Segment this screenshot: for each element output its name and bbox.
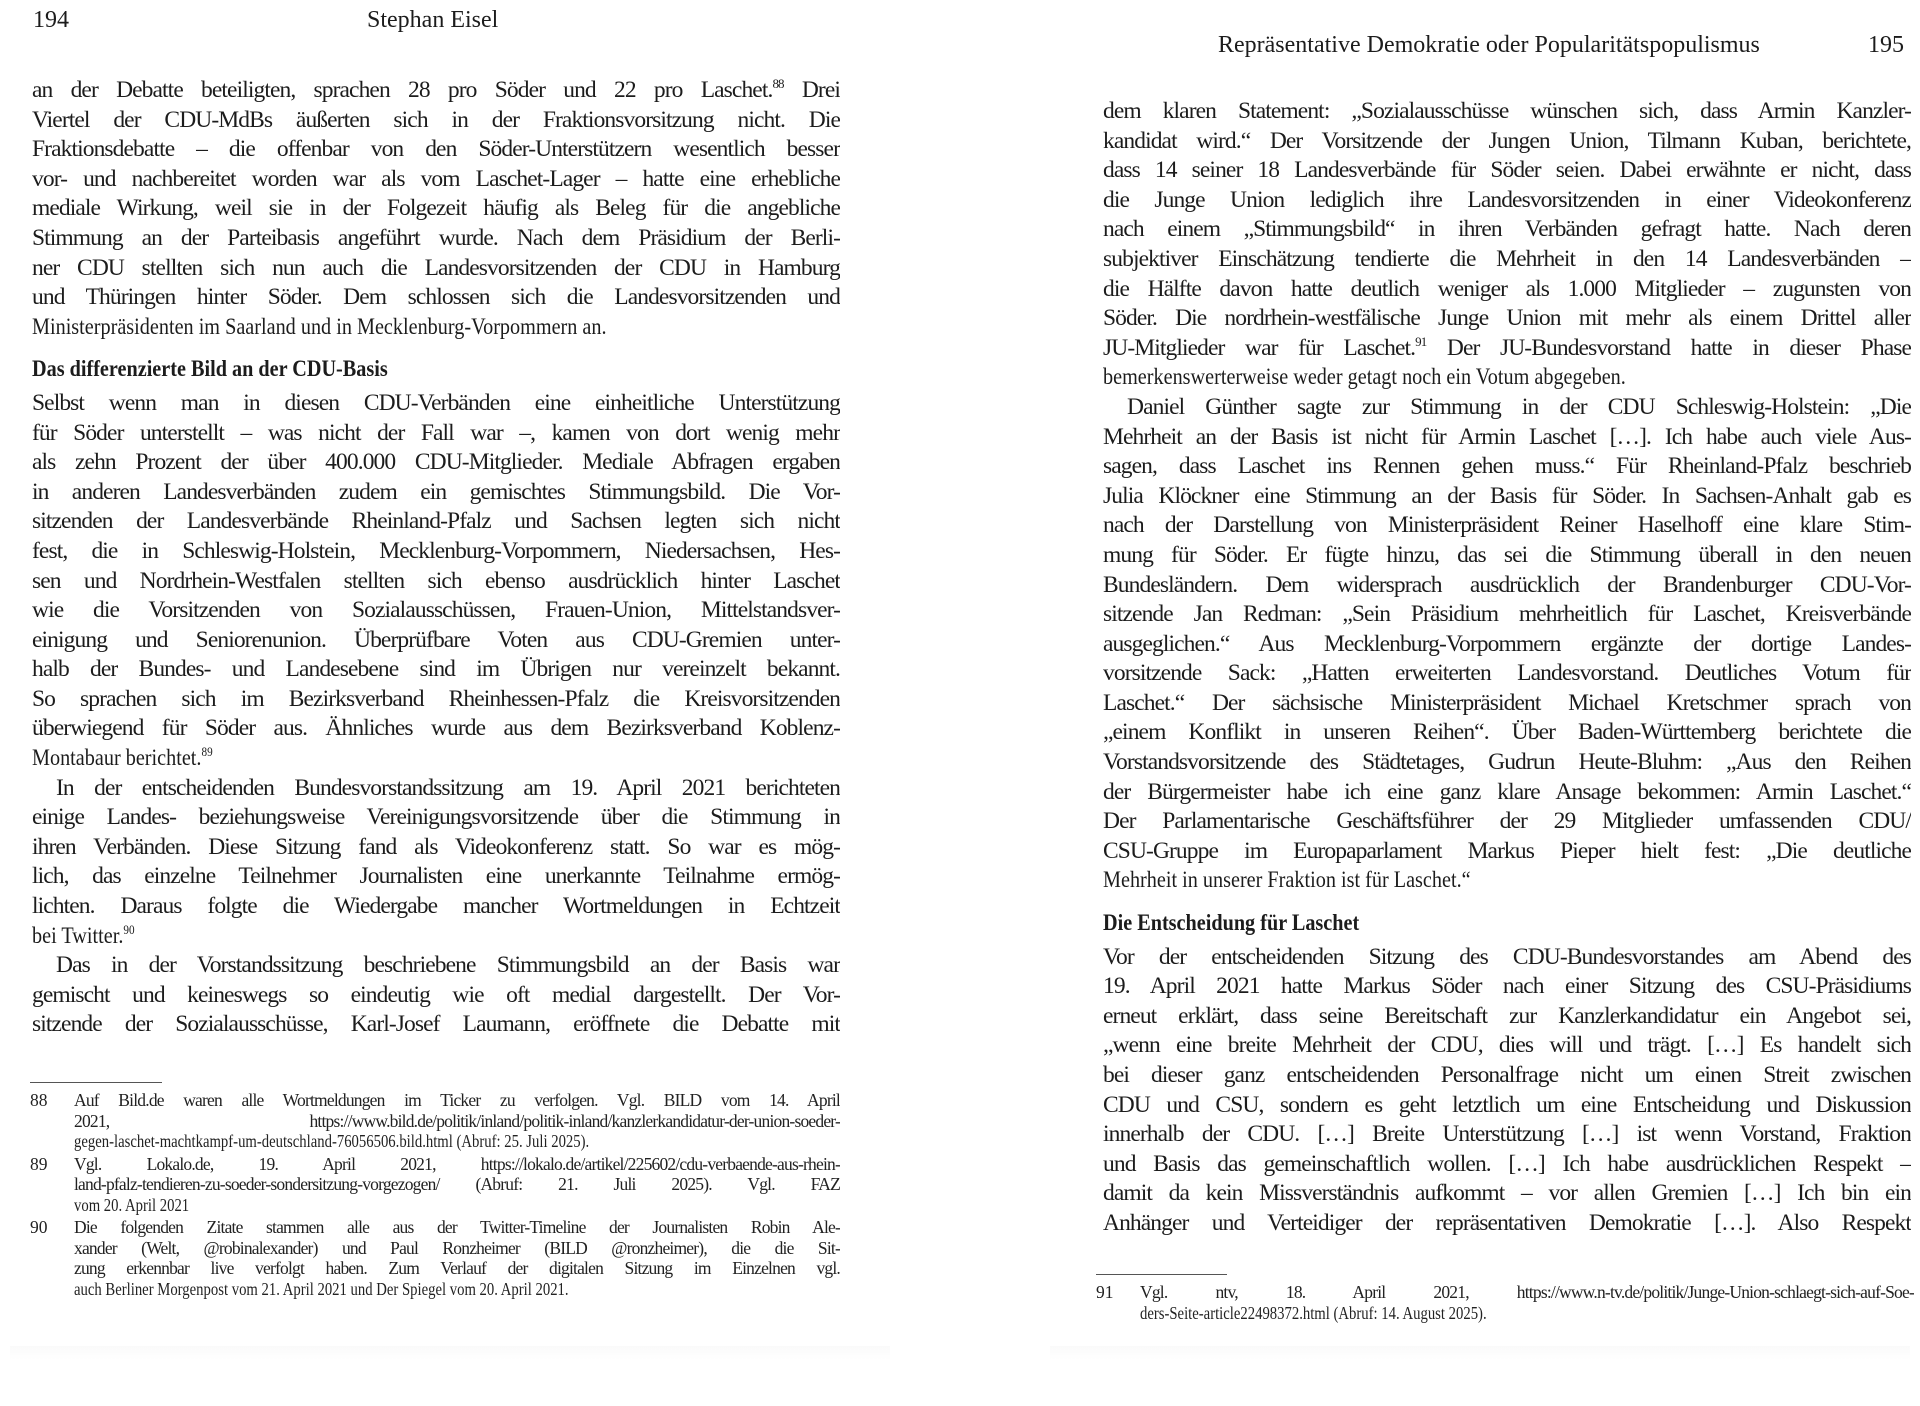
text-line <box>1103 718 1911 748</box>
text-line <box>32 194 840 224</box>
text-line <box>32 655 840 685</box>
line-text: einigung und Seniorenunion. Überprüfbare Voten aus CDU-Gremien unter- <box>32 626 840 653</box>
text-line <box>32 448 840 478</box>
section-gap <box>32 342 840 355</box>
line-text: So sprachen sich im Bezirksverband Rheinhessen-Pfalz die Kreisvorsitzenden <box>32 685 840 712</box>
footnote-line: Die folgenden Zitate stammen alle aus der Twitter-Timeline der Journalisten Robin Ale- <box>74 1217 840 1237</box>
section-heading: Die Entscheidung für Laschet <box>1103 910 1360 937</box>
footnote-line: zung erkennbar live verfolgt haben. Zum Verlauf der digitalen Sitzung im Einzelnen vgl. <box>74 1258 840 1278</box>
right-page <box>1040 0 1920 1406</box>
line-text: Vor der entscheidenden Sitzung des CDU-Bundesvorstandes am Abend des <box>1103 943 1911 970</box>
line-text: CSU-Gruppe im Europaparlament Markus Pieper hielt fest: „Die deutliche <box>1103 837 1911 864</box>
text-line <box>32 76 840 106</box>
text-line <box>32 774 840 804</box>
text-line <box>1103 807 1911 837</box>
footnote-line: vom 20. April 2021 <box>74 1194 190 1215</box>
line-text: dem klaren Statement: „Sozialausschüsse wünschen sich, dass Armin Kanzler- <box>1103 98 1911 124</box>
line-text: Der JU-Bundesvorstand hatte in dieser Phase <box>1426 334 1911 361</box>
line-text: vor- und nachbereitet worden war als vom Laschet-Lager – hatte eine erhebliche <box>32 165 840 192</box>
line-text: Der Parlamentarische Geschäftsführer der 29 Mitglieder umfassenden CDU/ <box>1103 808 1911 835</box>
text-line <box>32 981 840 1011</box>
line-text: Ministerpräsidenten im Saarland und in Mecklenburg-Vorpommern an. <box>32 313 607 340</box>
text-line <box>32 389 840 419</box>
line-text: In der entscheidenden Bundesvorstandssitzung am 19. April 2021 berichteten <box>56 774 840 801</box>
footnote-number: 88 <box>30 1090 48 1110</box>
text-line <box>32 922 727 952</box>
footnote-number: 89 <box>30 1153 48 1174</box>
text-line <box>32 833 840 863</box>
line-text: dass 14 seiner 18 Landesverbände für Söder seien. Dabei erwähnte er nicht, dass <box>1103 157 1911 184</box>
page-number: 194 <box>33 7 69 33</box>
line-text: JU-Mitglieder war für Laschet. <box>1103 334 1416 361</box>
footnote-line: 2021, https://www.bild.de/politik/inland/politik-inland/kanzlerkandidatur-der-union-soeder- <box>74 1110 840 1131</box>
text-line <box>32 537 840 567</box>
footnote-number: 90 <box>30 1217 48 1237</box>
line-text: Selbst wenn man in diesen CDU-Verbänden eine einheitliche Unterstützung <box>32 389 840 416</box>
line-text: sitzenden der Landesverbände Rheinland-Pfalz und Sachsen legten sich nicht <box>32 508 840 535</box>
text-line <box>1103 334 1911 364</box>
text-line <box>32 567 840 597</box>
line-text: sitzende der Sozialausschüsse, Karl-Josef Laumann, eröffnete die Debatte mit <box>32 1011 840 1038</box>
body-text <box>32 76 840 1040</box>
footnote-line: auch Berliner Morgenpost vom 21. April 2021 und Der Spiegel vom 20. April 2021. <box>74 1278 569 1299</box>
line-text: CDU und CSU, sondern es geht letztlich um eine Entscheidung und Diskussion <box>1103 1091 1911 1118</box>
footnote-text <box>74 1154 840 1216</box>
text-line <box>32 507 840 537</box>
text-line <box>1103 1209 1911 1239</box>
footnote-line: xander (Welt, @robinalexander) und Paul Ronzheimer (BILD @ronzheimer), die die Sit- <box>74 1237 840 1258</box>
line-text: vorsitzende Sack: „Hatten erweiterten Landesvorstand. Deutliches Votum für <box>1103 660 1911 687</box>
footnote-number: 91 <box>1096 1282 1114 1302</box>
text-line <box>32 862 840 892</box>
footnote-line: Vgl. ntv, 18. April 2021, https://www.n-tv.de/politik/Junge-Union-schlaegt-sich-auf-Soe- <box>1140 1282 1914 1302</box>
text-line <box>1103 1120 1911 1150</box>
line-text: wie die Vorsitzenden von Sozialausschüssen, Frauen-Union, Mittelstandsver- <box>32 597 840 624</box>
line-text: Söder. Die nordrhein-westfälische Junge Union mit mehr als einem Drittel aller <box>1103 305 1911 332</box>
text-line <box>1103 452 1911 482</box>
line-text: sagen, dass Laschet ins Rennen gehen muss.“ Für Rheinland-Pfalz beschrieb <box>1103 453 1911 480</box>
footnote-text <box>74 1090 840 1152</box>
text-line <box>32 135 840 165</box>
text-line <box>32 283 840 313</box>
line-text: die Hälfte davon hatte deutlich weniger als 1.000 Mitglieder – zugunsten von <box>1103 275 1911 302</box>
text-line <box>1103 97 1911 127</box>
footnote-line: ders-Seite-article22498372.html (Abruf: 14. August 2025). <box>1140 1302 1487 1323</box>
line-text: Laschet.“ Der sächsische Ministerpräsident Michael Kretschmer sprach von <box>1103 689 1911 716</box>
text-line <box>32 313 727 343</box>
text-line <box>32 165 840 195</box>
text-line <box>1103 482 1911 512</box>
line-text: ihren Verbänden. Diese Sitzung fand als Videokonferenz statt. So war es mög- <box>32 833 840 860</box>
line-text: Daniel Günther sagte zur Stimmung in der CDU Schleswig-Holstein: „Die <box>1127 393 1911 420</box>
line-text: Fraktionsdebatte – die offenbar von den Söder-Unterstützern wesentlich besser <box>32 136 840 163</box>
text-line <box>32 714 840 744</box>
line-text: Julia Klöckner eine Stimmung an der Basis für Söder. In Sachsen-Anhalt gab es <box>1103 482 1911 509</box>
line-text: die Junge Union lediglich ihre Landesvorsitzenden in einer Videokonferenz <box>1103 186 1911 213</box>
text-line <box>1103 837 1911 867</box>
line-text: mediale Wirkung, weil sie in der Folgezeit häufig als Beleg für die angebliche <box>32 195 840 222</box>
text-line <box>32 1010 840 1040</box>
line-text: sitzende Jan Redman: „Sein Präsidium mehrheitlich für Laschet, Kreisverbände <box>1103 601 1911 628</box>
footnote-text <box>1140 1282 1914 1323</box>
line-text: ner CDU stellten sich nun auch die Landesvorsitzenden der CDU in Hamburg <box>32 254 840 281</box>
text-line <box>1103 630 1911 660</box>
text-line <box>1103 393 1911 423</box>
line-text: der Bürgermeister habe ich eine ganz klare Ansage bekommen: Armin Laschet.“ <box>1103 778 1911 805</box>
line-text: und Basis das gemeinschaftlich wollen. […] Ich habe ausdrücklichen Respekt – <box>1103 1150 1911 1177</box>
line-text: innerhalb der CDU. […] Breite Unterstützung […] ist wenn Vorstand, Fraktion <box>1103 1121 1911 1148</box>
footnote-ref[interactable]: 89 <box>201 744 213 760</box>
text-line <box>1103 1031 1911 1061</box>
line-text: lichten. Daraus folgte die Wiedergabe mancher Wortmeldungen in Echtzeit <box>32 893 840 920</box>
footnote-ref[interactable]: 90 <box>123 921 135 937</box>
line-text: als zehn Prozent der über 400.000 CDU-Mitglieder. Mediale Abfragen ergaben <box>32 449 840 476</box>
line-text: gemischt und keineswegs so eindeutig wie oft medial dargestellt. Der Vor- <box>32 981 840 1008</box>
text-line <box>32 478 840 508</box>
line-text: bei Twitter. <box>32 922 124 949</box>
line-text: bemerkenswerterweise weder getagt noch ein Votum abgegeben. <box>1103 364 1626 391</box>
line-text: überwiegend für Söder aus. Ähnliches wurde aus dem Bezirksverband Koblenz- <box>32 715 840 742</box>
line-text: lich, das einzelne Teilnehmer Journalisten eine unerkannte Teilnahme ermög- <box>32 863 840 890</box>
body-text <box>1103 97 1911 1239</box>
text-line <box>1103 1061 1911 1091</box>
line-text: Viertel der CDU-MdBs äußerten sich in der Fraktionsvorsitzung nicht. Die <box>32 106 840 133</box>
footnote <box>30 1090 840 1152</box>
line-text: sen und Nordrhein-Westfalen stellten sich ebenso ausdrücklich hinter Laschet <box>32 567 840 594</box>
line-text: halb der Bundes- und Landesebene sind im Übrigen nur vereinzelt bekannt. <box>32 656 840 683</box>
line-text: damit da kein Missverständnis aufkommt – vor allen Gremien […] Ich bin ein <box>1103 1180 1911 1207</box>
footnote-line: land-pfalz-tendieren-zu-soeder-sondersitzung-vorgezogen/ (Abruf: 21. Juli 2025). Vgl. FAZ <box>74 1174 840 1194</box>
text-line <box>32 685 840 715</box>
line-text: Mehrheit in unserer Fraktion ist für Laschet.“ <box>1103 867 1471 894</box>
text-line <box>1103 1150 1911 1180</box>
line-text: ausgeglichen.“ Aus Mecklenburg-Vorpommern ergänzte der dortige Landes- <box>1103 630 1911 657</box>
page-edge <box>1050 1346 1910 1360</box>
text-line <box>1103 748 1911 778</box>
text-line <box>1103 245 1911 275</box>
text-line <box>32 224 840 254</box>
footnote <box>30 1154 840 1216</box>
line-text: Montabaur berichtet. <box>32 745 202 772</box>
text-line <box>1103 186 1911 216</box>
line-text: nach einem „Stimmungsbild“ in ihren Verbänden gefragt hatte. Nach deren <box>1103 216 1911 243</box>
text-line <box>1103 1179 1911 1209</box>
line-text: für Söder unterstellt – was nicht der Fall war –, kamen von dort wenig mehr <box>32 419 840 446</box>
text-line <box>1103 600 1911 630</box>
line-text: „einem Konflikt in unseren Reihen“. Über Baden-Württemberg berichtete die <box>1103 719 1911 746</box>
text-line <box>1103 1002 1911 1032</box>
text-line <box>1103 866 1798 896</box>
line-text: mung für Söder. Er fügte hinzu, das sei die Stimmung überall in den neuen <box>1103 541 1911 568</box>
line-text: an der Debatte beteiligten, sprachen 28 pro Söder und 22 pro Laschet. <box>32 77 773 103</box>
footnote <box>1096 1282 1914 1323</box>
line-text: 19. April 2021 hatte Markus Söder nach einer Sitzung des CSU-Präsidiums <box>1103 973 1911 1000</box>
text-line <box>1103 156 1911 186</box>
text-line <box>32 803 840 833</box>
section-gap <box>1103 896 1911 909</box>
text-line <box>32 951 840 981</box>
text-line <box>32 626 840 656</box>
line-text: Stimmung an der Parteibasis angeführt wurde. Nach dem Präsidium der Berli- <box>32 224 840 251</box>
line-text: kandidat wird.“ Der Vorsitzende der Jungen Union, Tilmann Kuban, berichtete, <box>1103 127 1911 154</box>
line-text: bei dieser ganz entscheidenden Personalfrage nicht um einen Streit zwischen <box>1103 1062 1911 1088</box>
line-text: und Thüringen hinter Söder. Dem schlossen sich die Landesvorsitzenden und <box>32 284 840 311</box>
page-edge <box>10 1346 890 1360</box>
text-line <box>1103 423 1911 453</box>
text-line <box>1103 571 1911 601</box>
text-line <box>32 254 840 284</box>
text-line <box>1103 778 1911 808</box>
text-line <box>1103 972 1911 1002</box>
text-line <box>1103 127 1911 157</box>
text-line <box>1103 541 1911 571</box>
line-text: einige Landes- beziehungsweise Vereinigungsvorsitzende über die Stimmung in <box>32 804 840 831</box>
running-head-title: Repräsentative Demokratie oder Popularitätspopulismus <box>1218 32 1760 58</box>
footnote-ref[interactable]: 91 <box>1415 333 1427 349</box>
line-text: in anderen Landesverbänden zudem ein gemischtes Stimmungsbild. Die Vor- <box>32 478 840 505</box>
section-heading: Das differenzierte Bild an der CDU-Basis <box>32 356 388 383</box>
text-line <box>32 419 840 449</box>
text-line <box>1103 363 1798 393</box>
text-line <box>1103 215 1911 245</box>
footnote-ref[interactable]: 88 <box>772 76 784 91</box>
text-line <box>1103 659 1911 689</box>
text-line <box>1103 511 1911 541</box>
text-line <box>32 744 727 774</box>
line-text: „wenn eine breite Mehrheit der CDU, dies will und trägt. […] Es handelt sich <box>1103 1032 1911 1059</box>
footnote <box>30 1217 840 1299</box>
line-text: fest, die in Schleswig-Holstein, Mecklenburg-Vorpommern, Niedersachsen, Hes- <box>32 537 840 564</box>
running-head-author: Stephan Eisel <box>367 7 499 33</box>
text-line <box>1103 689 1911 719</box>
page-number: 195 <box>1868 32 1904 58</box>
line-text: Vorstandsvorsitzende des Städtetages, Gudrun Heute-Bluhm: „Aus den Reihen <box>1103 749 1911 776</box>
text-line <box>32 106 840 136</box>
text-line <box>1103 275 1911 305</box>
line-text: nach der Darstellung von Ministerpräsident Reiner Haselhoff eine klare Stim- <box>1103 512 1911 539</box>
footnote-rule <box>30 1082 162 1083</box>
text-line <box>1103 304 1911 334</box>
line-text: erneut erklärt, dass seine Bereitschaft zur Kanzlerkandidatur ein Angebot sei, <box>1103 1002 1911 1029</box>
line-text: Mehrheit an der Basis ist nicht für Armin Laschet […]. Ich habe auch viele Aus- <box>1103 423 1911 450</box>
line-text: Anhänger und Verteidiger der repräsentativen Demokratie […]. Also Respekt <box>1103 1209 1911 1236</box>
line-text: Bundesländern. Dem widersprach ausdrücklich der Brandenburger CDU-Vor- <box>1103 571 1911 598</box>
left-page <box>0 0 900 1406</box>
footnote-line: Vgl. Lokalo.de, 19. April 2021, https://lokalo.de/artikel/225602/cdu-verbaende-aus-rhein- <box>74 1153 840 1174</box>
footnote-rule <box>1096 1274 1227 1275</box>
footnote-line: gegen-laschet-machtkampf-um-deutschland-76056506.bild.html (Abruf: 25. Juli 2025). <box>74 1131 590 1151</box>
footnote-text <box>74 1217 840 1299</box>
text-line <box>1103 943 1911 973</box>
line-text: subjektiver Einschätzung tendierte die Mehrheit in den 14 Landesverbänden – <box>1103 245 1911 272</box>
text-line <box>1103 1091 1911 1121</box>
line-text: Drei <box>783 77 840 103</box>
text-line <box>32 892 840 922</box>
text-line <box>32 596 840 626</box>
footnote-line: Auf Bild.de waren alle Wortmeldungen im Ticker zu verfolgen. Vgl. BILD vom 14. April <box>74 1090 840 1110</box>
line-text: Das in der Vorstandssitzung beschriebene Stimmungsbild an der Basis war <box>56 952 840 979</box>
